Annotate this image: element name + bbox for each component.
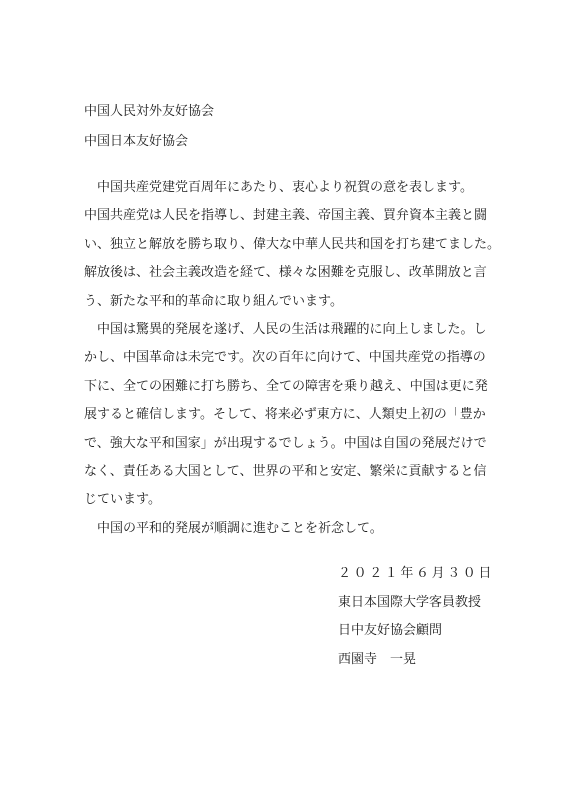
paragraph-line: う、新たな平和的革命に取り組んでいます。 <box>84 293 343 309</box>
paragraph-line: 中国は驚異的発展を遂げ、人民の生活は飛躍的に向上しました。し <box>97 321 487 337</box>
paragraph-line: かし、中国革命は未完です。次の百年に向けて、中国共産党の指導の <box>84 350 486 366</box>
signature-affiliation: 東日本国際大学客員教授 <box>338 594 482 610</box>
signature-name: 西園寺 一晃 <box>338 651 417 667</box>
paragraph-line: で、強大な平和国家」が出現するでしょう。中国は自国の発展だけで <box>84 435 487 451</box>
paragraph-line: じています。 <box>84 492 161 508</box>
letter-body <box>84 180 504 549</box>
paragraph-line: なく、責任ある大国として、世界の平和と安定、繁栄に貢献すると信 <box>84 463 487 479</box>
recipient-block <box>84 104 504 164</box>
paragraph-line: 解放後は、社会主義改造を経て、様々な困難を克服し、改革開放と言 <box>84 265 487 281</box>
paragraph-line: 中国共産党建党百周年にあたり、衷心より祝賀の意を表します。 <box>97 180 473 195</box>
paragraph-line: い、独立と解放を勝ち取り、偉大な中華人民共和国を打ち建てました。 <box>84 236 501 252</box>
paragraph-line: 展すると確信します。そして、将来必ず東方に、人類史上初の「豊か <box>84 407 486 423</box>
signature-role: 日中友好協会顧問 <box>338 623 443 638</box>
recipient-line: 中国人民対外友好協会 <box>84 104 215 119</box>
paragraph-line: 中国の平和的発展が順調に進むことを祈念して。 <box>97 520 383 536</box>
recipient-line: 中国日本友好協会 <box>84 134 189 149</box>
paragraph-line: 下に、全ての困難に打ち勝ち、全ての障害を乗り越え、中国は更に発 <box>84 378 488 394</box>
signature-block <box>338 566 538 680</box>
signature-date: ２０２１年６月３０日 <box>338 566 495 581</box>
paragraph-line: 中国共産党は人民を指導し、封建主義、帝国主義、買弁資本主義と闘 <box>84 208 488 224</box>
